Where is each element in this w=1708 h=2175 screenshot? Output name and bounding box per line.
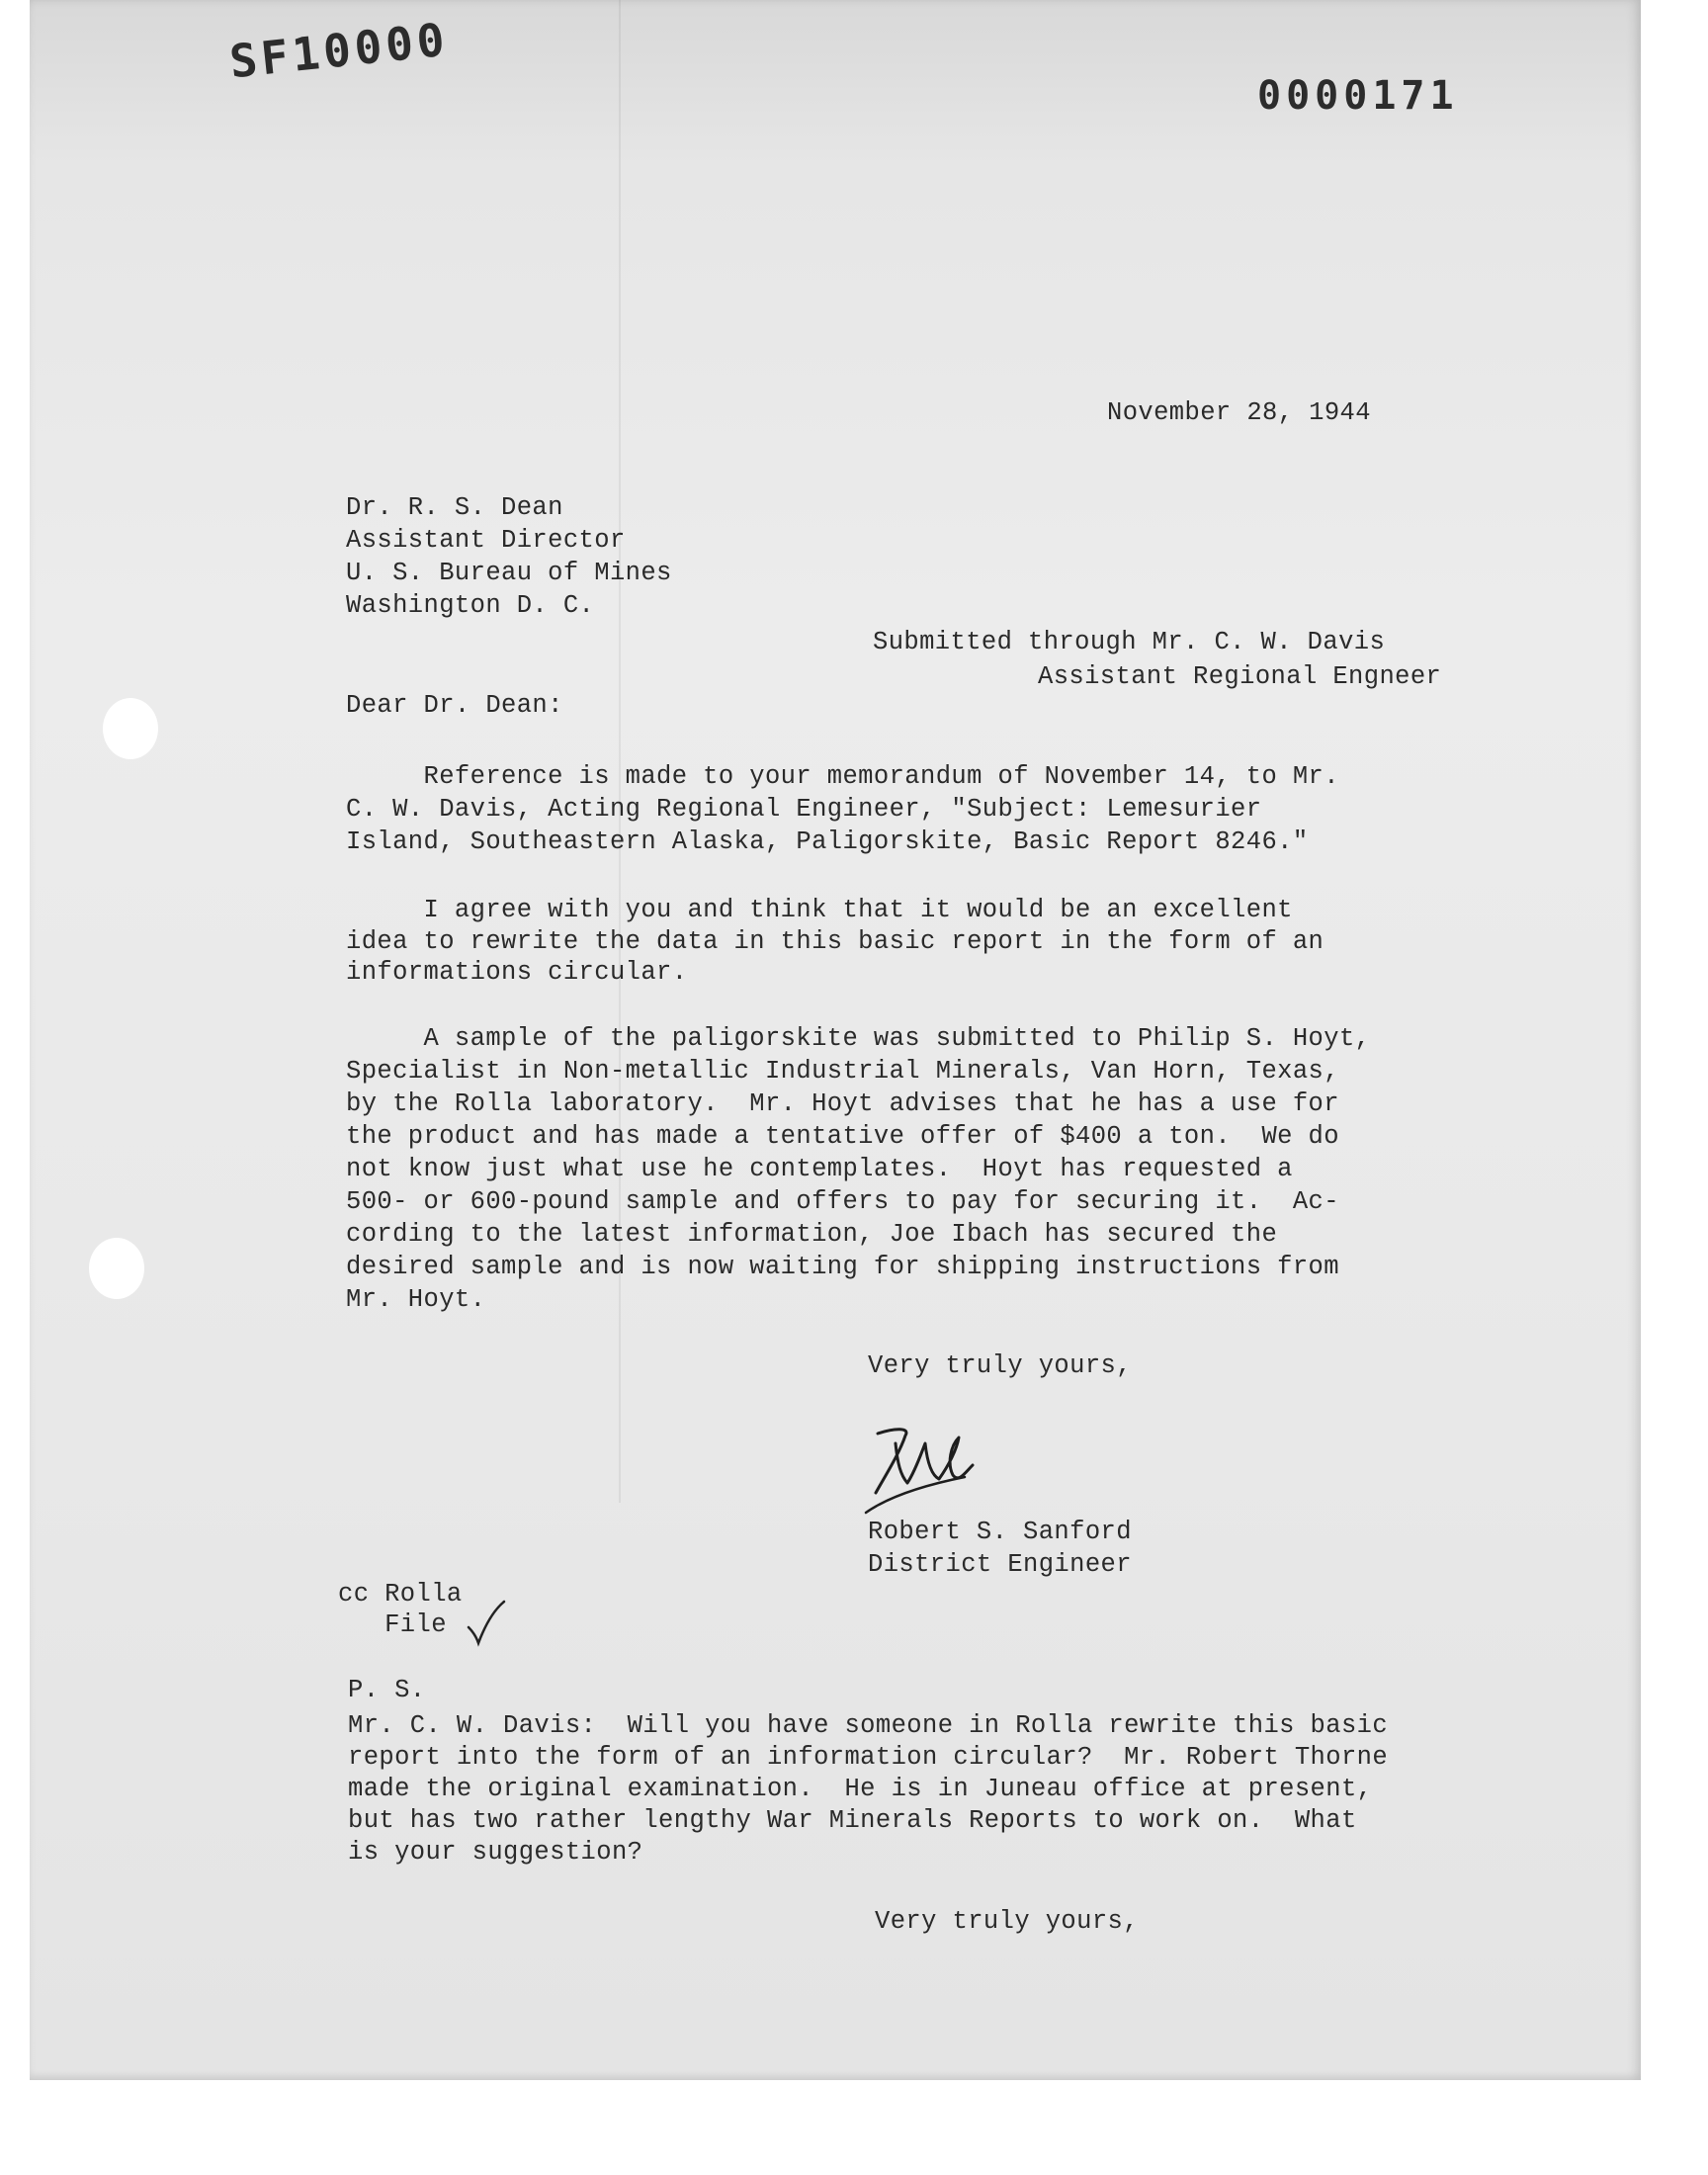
ps-line: made the original examination. He is in Juneau office at present, bbox=[348, 1775, 1373, 1803]
paragraph-line: Reference is made to your memorandum of November 14, to Mr. bbox=[346, 762, 1339, 791]
ps-closing: Very truly yours, bbox=[875, 1907, 1139, 1936]
paragraph-line: informations circular. bbox=[346, 958, 688, 987]
paragraph-line: not know just what use he contemplates. Hoyt has requested a bbox=[346, 1155, 1293, 1183]
ps-line: Mr. C. W. Davis: Will you have someone in Rolla rewrite this basic bbox=[348, 1711, 1389, 1740]
punch-hole-upper bbox=[103, 698, 158, 759]
paragraph-line: cording to the latest information, Joe Ibach has secured the bbox=[346, 1220, 1278, 1249]
submitted-through-line: Submitted through Mr. C. W. Davis bbox=[873, 628, 1386, 656]
recipient-line: Washington D. C. bbox=[346, 591, 595, 620]
recipient-line: U. S. Bureau of Mines bbox=[346, 559, 672, 587]
ps-line: is your suggestion? bbox=[348, 1838, 643, 1867]
ps-line: but has two rather lengthy War Minerals Reports to work on. What bbox=[348, 1806, 1357, 1835]
paragraph-line: idea to rewrite the data in this basic report in the form of an bbox=[346, 927, 1324, 956]
ps-line: report into the form of an information circular? Mr. Robert Thorne bbox=[348, 1743, 1389, 1772]
signer-name: Robert S. Sanford bbox=[868, 1518, 1132, 1546]
ps-label: P. S. bbox=[348, 1676, 426, 1704]
submitted-through-line: Assistant Regional Engneer bbox=[1038, 662, 1442, 691]
paragraph-line: C. W. Davis, Acting Regional Engineer, "Subject: Lemesurier bbox=[346, 795, 1262, 824]
recipient-line: Dr. R. S. Dean bbox=[346, 493, 563, 522]
cc-line: cc Rolla bbox=[338, 1580, 463, 1609]
paragraph-line: Island, Southeastern Alaska, Paligorskite, Basic Report 8246." bbox=[346, 827, 1309, 856]
signature bbox=[856, 1414, 1024, 1522]
paragraph-line: A sample of the paligorskite was submitted to Philip S. Hoyt, bbox=[346, 1024, 1371, 1053]
signer-title: District Engineer bbox=[868, 1550, 1132, 1579]
paragraph-line: I agree with you and think that it would be an excellent bbox=[346, 896, 1293, 924]
recipient-line: Assistant Director bbox=[346, 526, 626, 555]
paragraph-line: by the Rolla laboratory. Mr. Hoyt advises that he has a use for bbox=[346, 1089, 1339, 1118]
paragraph-line: Mr. Hoyt. bbox=[346, 1285, 486, 1314]
closing: Very truly yours, bbox=[868, 1351, 1132, 1380]
paragraph-line: Specialist in Non-metallic Industrial Minerals, Van Horn, Texas, bbox=[346, 1057, 1339, 1086]
punch-hole-lower bbox=[89, 1238, 144, 1299]
paragraph-line: 500- or 600-pound sample and offers to pay for securing it. Ac- bbox=[346, 1187, 1339, 1216]
paragraph-line: the product and has made a tentative offer of $400 a ton. We do bbox=[346, 1122, 1339, 1151]
paragraph-line: desired sample and is now waiting for shipping instructions from bbox=[346, 1253, 1339, 1281]
stamp-top-left: SF10000 bbox=[226, 12, 452, 89]
salutation: Dear Dr. Dean: bbox=[346, 691, 563, 720]
stamp-top-right: 0000171 bbox=[1257, 73, 1459, 119]
checkmark-icon bbox=[465, 1598, 508, 1647]
letter-date: November 28, 1944 bbox=[1107, 398, 1371, 427]
cc-line: File bbox=[338, 1610, 447, 1639]
